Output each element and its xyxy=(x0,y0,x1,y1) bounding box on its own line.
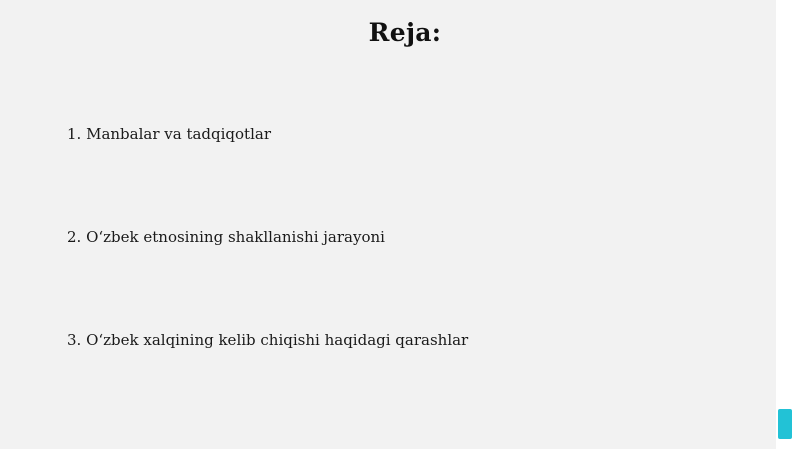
plan-item-2: 2. O‘zbek etnosining shakllanishi jarayoni xyxy=(67,228,385,246)
plan-item-1: 1. Manbalar va tadqiqotlar xyxy=(67,125,271,143)
scrollbar-track[interactable] xyxy=(776,0,800,449)
scrollbar-thumb[interactable] xyxy=(778,409,792,439)
plan-item-3: 3. O‘zbek xalqining kelib chiqishi haqidagi qarashlar xyxy=(67,331,469,349)
slide-title: Reja: xyxy=(368,18,442,47)
